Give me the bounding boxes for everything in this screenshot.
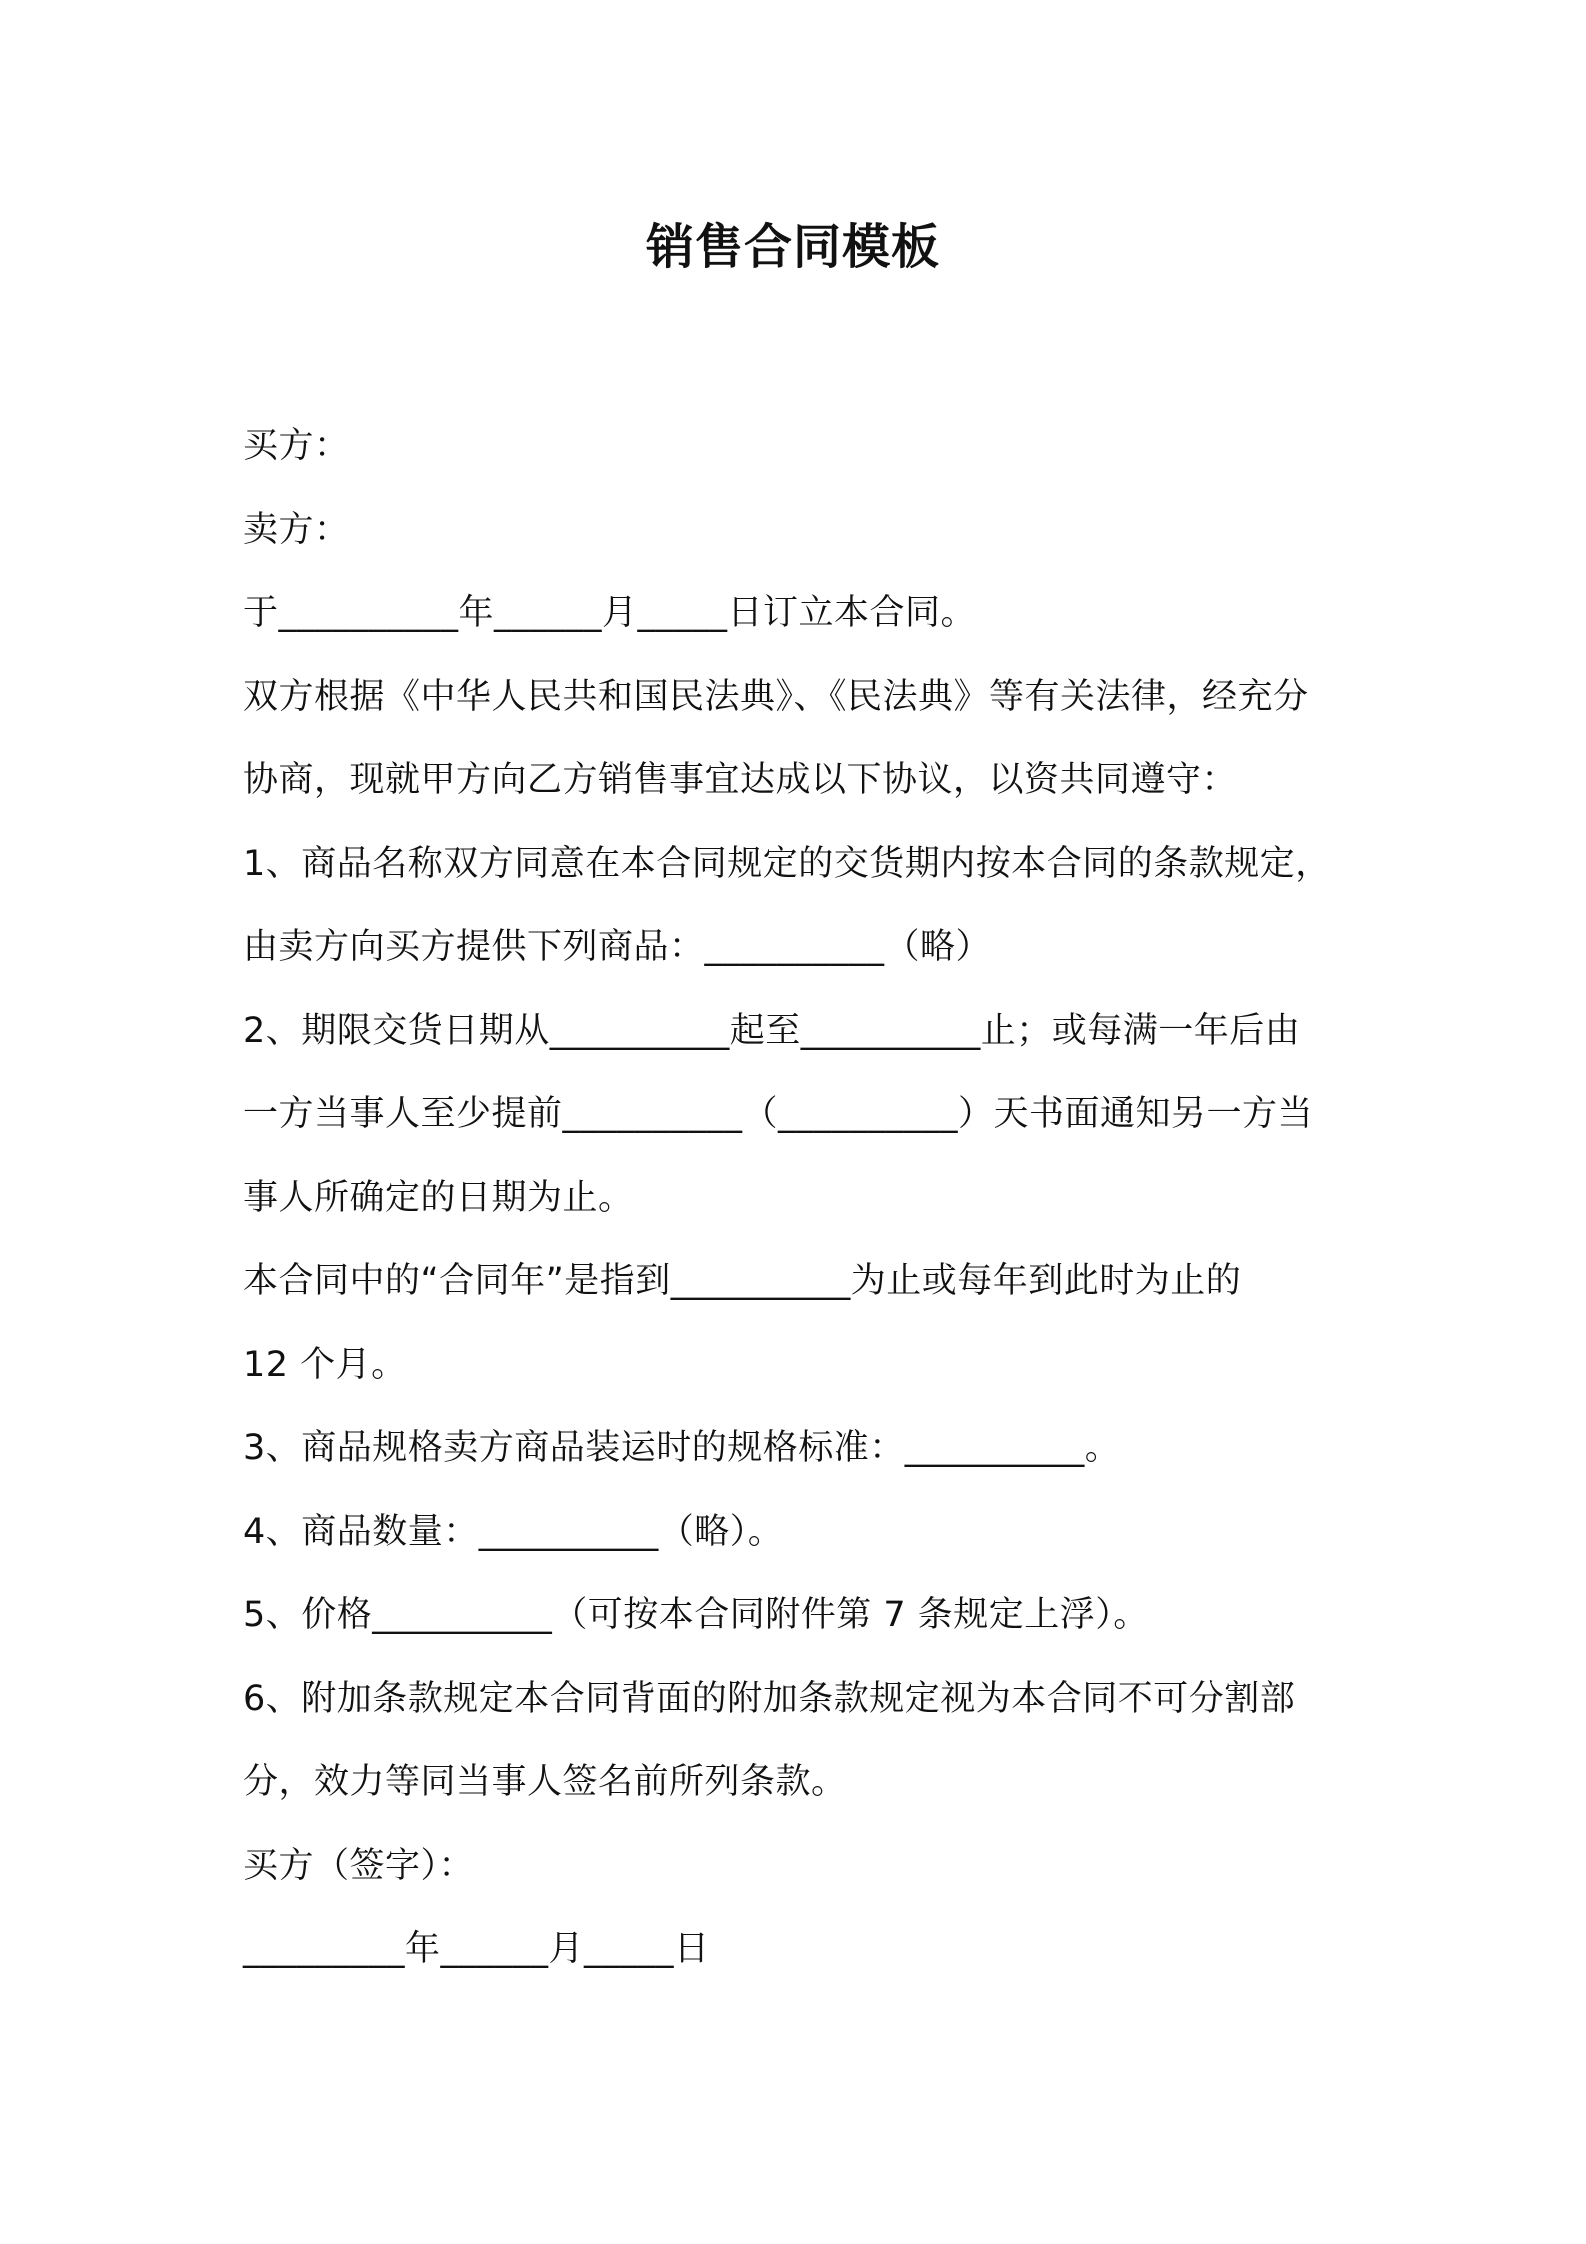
signature-date-line: _________年______月_____日 — [243, 1929, 710, 1969]
clause-2-line-3: 事人所确定的日期为止。 — [243, 1177, 634, 1218]
document-title: 销售合同模板 — [645, 219, 940, 275]
contract-year-line-2: 12 个月。 — [243, 1344, 407, 1385]
preamble-line-2: 协商，现就甲方向乙方销售事宜达成以下协议，以资共同遵守： — [243, 760, 1238, 800]
clause-4-line: 4、商品数量：__________（略）。 — [243, 1511, 784, 1552]
clause-1-line-2: 由卖方向买方提供下列商品：__________（略） — [243, 927, 992, 967]
buyer-line: 买方： — [243, 426, 350, 466]
clause-5-line: 5、价格__________（可按本合同附件第 7 条规定上浮）。 — [243, 1595, 1149, 1635]
document-body — [243, 405, 1363, 1992]
clause-6-line-2: 分，效力等同当事人签名前所列条款。 — [243, 1762, 847, 1802]
clause-2-line-2: 一方当事人至少提前__________（__________）天书面通知另一方当 — [243, 1094, 1314, 1134]
signing-date-line: 于__________年______月_____日订立本合同。 — [243, 593, 977, 633]
preamble-line-1: 双方根据《中华人民共和国民法典》、《民法典》等有关法律，经充分 — [243, 676, 1309, 717]
clause-3-line: 3、商品规格卖方商品装运时的规格标准：__________。 — [243, 1428, 1121, 1468]
clause-1-line-1: 1、商品名称双方同意在本合同规定的交货期内按本合同的条款规定， — [243, 843, 1331, 884]
contract-year-line-1: 本合同中的“合同年”是指到__________为止或每年到此时为止的 — [243, 1261, 1242, 1301]
clause-2-line-1: 2、期限交货日期从__________起至__________止；或每满一年后由 — [243, 1010, 1301, 1051]
seller-line: 卖方： — [243, 509, 350, 550]
buyer-signature-line: 买方（签字）： — [243, 1845, 475, 1886]
clause-6-line-1: 6、附加条款规定本合同背面的附加条款规定视为本合同不可分割部 — [243, 1678, 1296, 1719]
